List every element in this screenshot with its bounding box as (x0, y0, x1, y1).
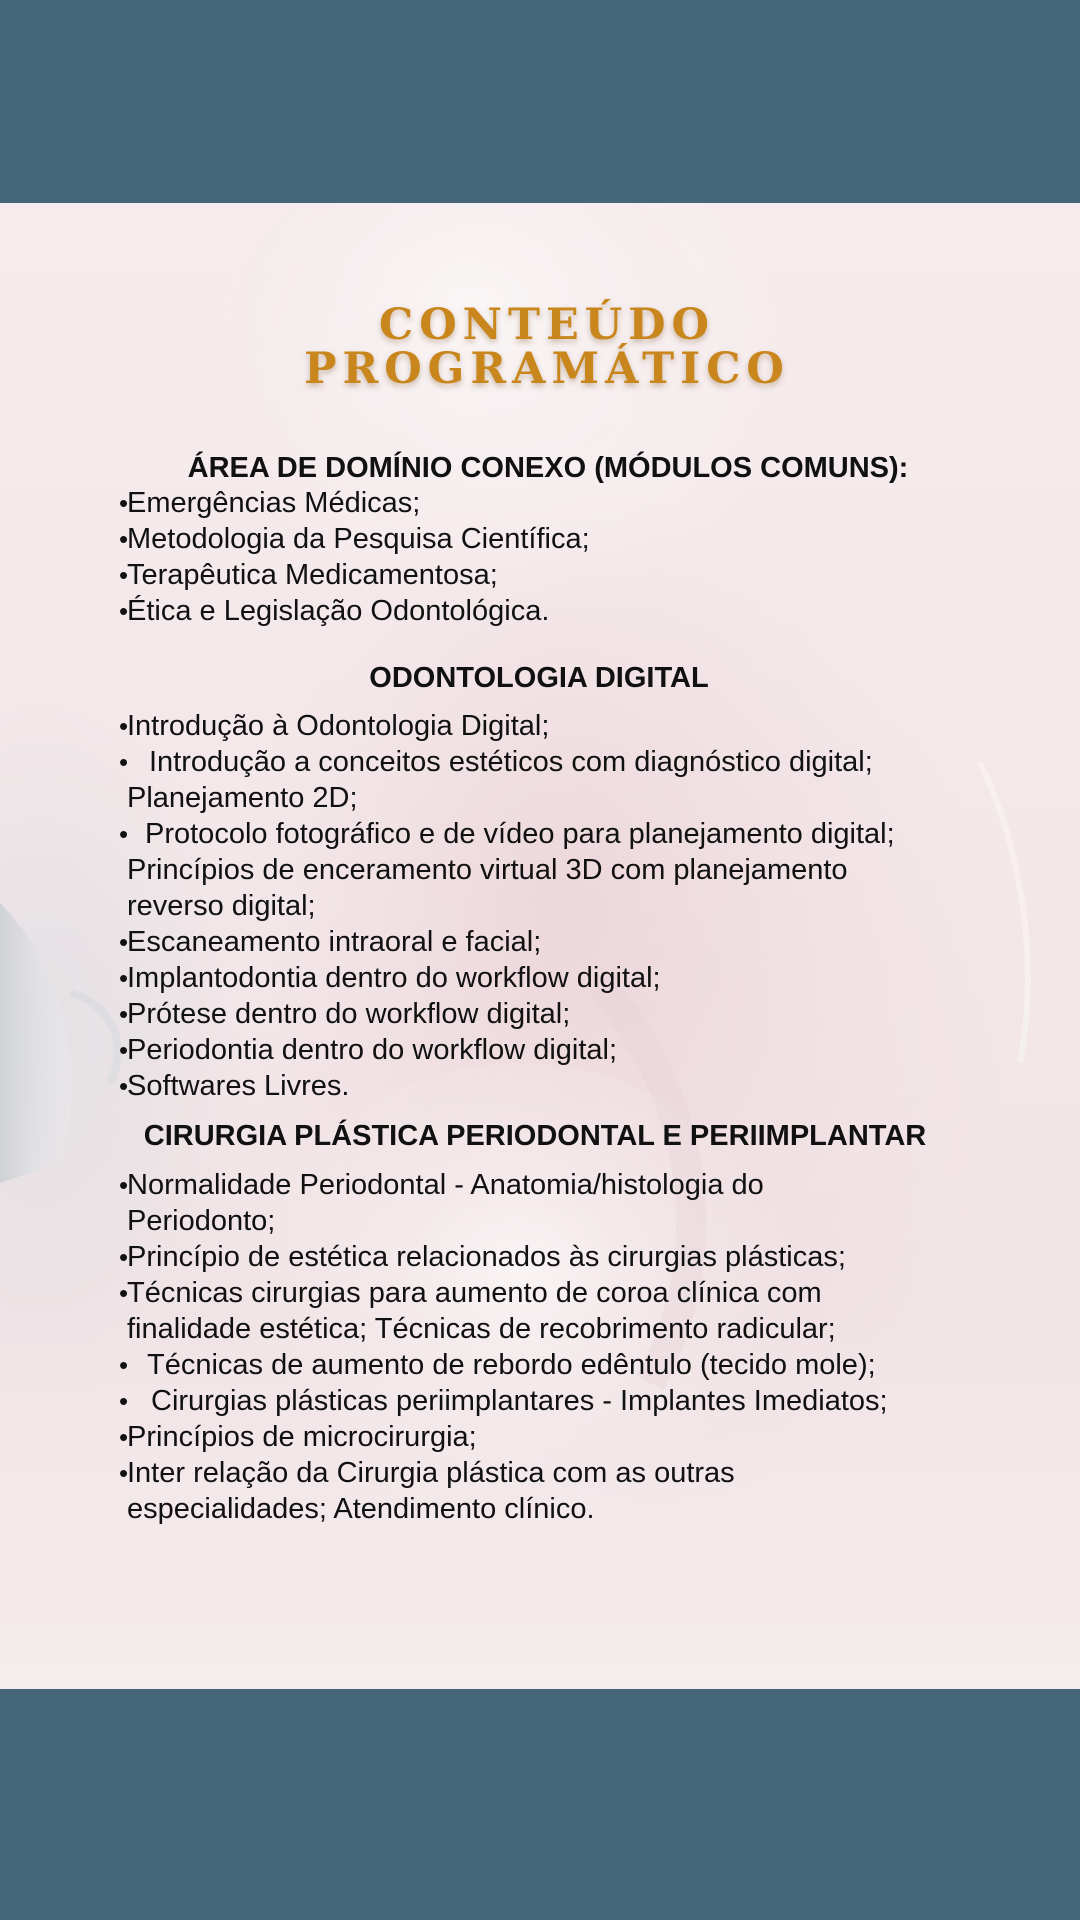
bottom-band (0, 1689, 1080, 1920)
list-item: • Inter relação da Cirurgia plástica com as outras especialidades; Atendimento clínico. (127, 1455, 888, 1527)
list-item: • Escaneamento intraoral e facial; (127, 924, 895, 960)
page-title (0, 300, 1080, 394)
list-item: • Princípio de estética relacionados às cirurgias plásticas; (127, 1239, 888, 1275)
list-item: • Softwares Livres. (127, 1068, 895, 1104)
list-item: • Emergências Médicas; (127, 485, 590, 521)
list-item: • Metodologia da Pesquisa Científica; (127, 521, 590, 557)
list-item: • Implantodontia dentro do workflow digital; (127, 960, 895, 996)
common-modules-list (127, 485, 590, 629)
list-item: • Introdução à Odontologia Digital; (127, 708, 895, 744)
digital-dentistry-list (127, 708, 895, 1104)
section-heading-digital-dentistry: ODONTOLOGIA DIGITAL (369, 662, 709, 694)
program-content (0, 203, 1080, 1689)
title-line-1: CONTEÚDO (378, 300, 715, 350)
list-item: • Periodontia dentro do workflow digital; (127, 1032, 895, 1068)
section-heading-plastic-surgery: CIRURGIA PLÁSTICA PERIODONTAL E PERIIMPLANTAR (143, 1120, 927, 1152)
list-item: • Princípios de microcirurgia; (127, 1419, 888, 1455)
list-item: • Técnicas cirurgias para aumento de coroa clínica com finalidade estética; Técnicas de recobrimento radicular; (127, 1275, 888, 1347)
section-heading-common-modules: ÁREA DE DOMÍNIO CONEXO (MÓDULOS COMUNS): (187, 452, 909, 484)
top-band (0, 0, 1080, 203)
plastic-surgery-list (127, 1167, 888, 1527)
list-item: • Introdução a conceitos estéticos com diagnóstico digital; Planejamento 2D; (127, 744, 895, 816)
list-item: • Prótese dentro do workflow digital; (127, 996, 895, 1032)
list-item: • Técnicas de aumento de rebordo edêntulo (tecido mole); (127, 1347, 888, 1383)
list-item: • Protocolo fotográfico e de vídeo para planejamento digital; Princípios de enceramento virtual 3D com planejamento reverso digital; (127, 816, 895, 924)
content-panel (0, 203, 1080, 1689)
list-item: • Normalidade Periodontal - Anatomia/histologia do Periodonto; (127, 1167, 888, 1239)
list-item: • Cirurgias plásticas periimplantares - Implantes Imediatos; (127, 1383, 888, 1419)
title-line-2: PROGRAMÁTICO (304, 344, 790, 394)
list-item: • Ética e Legislação Odontológica. (127, 593, 590, 629)
list-item: • Terapêutica Medicamentosa; (127, 557, 590, 593)
